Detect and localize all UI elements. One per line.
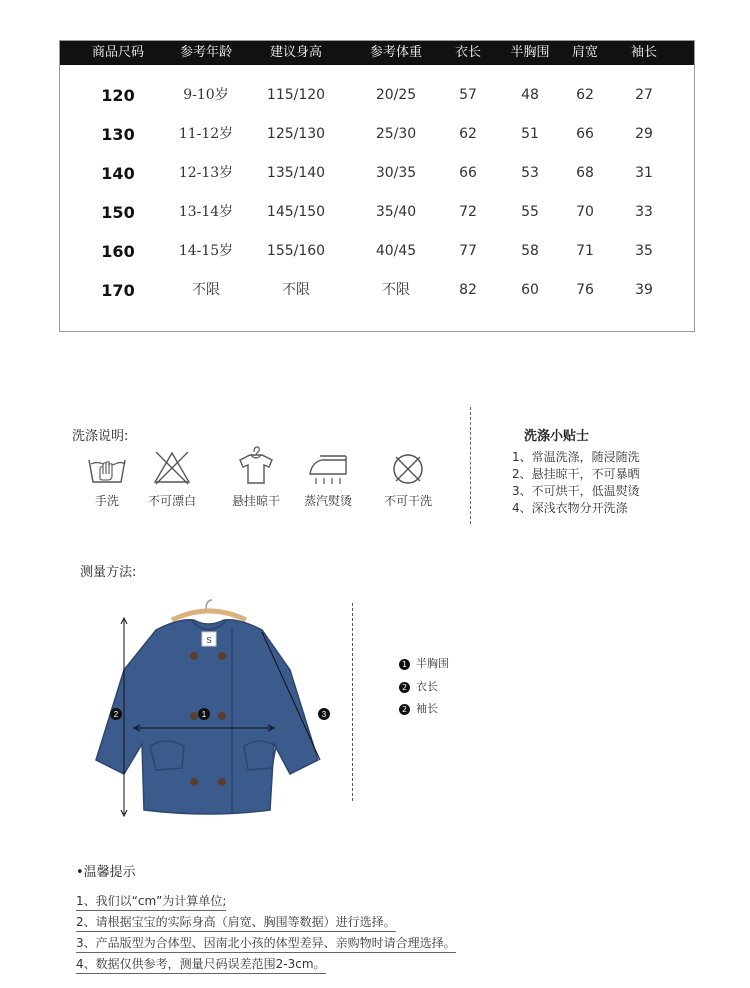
reminder-title: •温馨提示 <box>76 865 136 880</box>
size-table-cell: 135/140 <box>266 165 326 181</box>
size-table-cell: 14-15岁 <box>178 243 234 259</box>
size-table-cell: 62 <box>576 87 594 103</box>
reminder-note-3: 3、产品版型为合体型、因南北小孩的体型差异、亲购物时请合理选择。 <box>76 934 456 953</box>
legend-num-1: 1 <box>399 659 410 670</box>
wash-label-4: 蒸汽熨烫 <box>303 494 352 508</box>
marker-1: 1 <box>201 710 207 719</box>
wash-label-2: 不可漂白 <box>147 494 196 508</box>
size-table-cell: 120 <box>101 86 135 105</box>
size-table-cell: 25/30 <box>375 126 417 142</box>
size-table-cell: 140 <box>101 164 135 183</box>
size-table-cell: 71 <box>576 243 594 259</box>
legend-num-3: 2 <box>399 704 410 715</box>
reminder-note-1: 1、我们以“cm”为计算单位; <box>76 892 226 911</box>
reminder-note-2: 2、请根据宝宝的实际身高（肩宽、胸围等数据）进行选择。 <box>76 913 396 932</box>
legend-item-chest <box>399 655 449 671</box>
marker-2: 2 <box>113 710 119 719</box>
size-table-cell: 82 <box>459 282 477 298</box>
size-header-cell: 参考年龄 <box>179 45 232 60</box>
size-table-cell: 55 <box>521 204 539 220</box>
size-table-cell: 31 <box>635 165 653 181</box>
legend-label-1: 半胸围 <box>416 657 449 670</box>
size-table-cell: 160 <box>101 242 135 261</box>
size-header-cell: 参考体重 <box>369 45 422 60</box>
size-table-cell: 40/45 <box>375 243 417 259</box>
size-table-row <box>60 232 694 271</box>
size-table-cell: 不限 <box>282 282 310 298</box>
size-table-cell: 20/25 <box>375 87 417 103</box>
wash-label-5: 不可干洗 <box>383 494 432 508</box>
size-table-cell: 115/120 <box>266 87 326 103</box>
wash-tip-1: 1、常温洗涤，随浸随洗 <box>512 450 640 464</box>
size-tag-letter: S <box>206 636 212 645</box>
wash-label-1: 手洗 <box>94 494 119 508</box>
size-table-row <box>60 193 694 232</box>
size-table-row <box>60 115 694 154</box>
legend-num-2: 2 <box>399 682 410 693</box>
size-table-cell: 77 <box>459 243 477 259</box>
size-header-cell: 袖长 <box>630 45 657 60</box>
wash-tip-4: 4、深浅衣物分开洗涤 <box>512 501 628 515</box>
wash-tips-title: 洗涤小贴士 <box>524 429 590 444</box>
size-table-cell: 145/150 <box>266 204 326 220</box>
reminder-note-4: 4、数据仅供参考，测量尺码误差范围2-3cm。 <box>76 955 326 974</box>
measure-title: 测量方法: <box>80 565 137 580</box>
legend-item-length <box>399 678 438 694</box>
size-table-header <box>60 41 694 65</box>
no-bleach-icon <box>152 450 192 490</box>
no-dry-clean-icon <box>391 452 425 490</box>
wash-tip-3: 3、不可烘干，低温熨烫 <box>512 484 640 498</box>
size-table-cell: 51 <box>521 126 539 142</box>
wash-label-3: 悬挂晾干 <box>231 494 280 508</box>
size-table-cell: 不限 <box>382 282 410 298</box>
hand-wash-icon <box>86 452 128 490</box>
size-table-cell: 66 <box>459 165 477 181</box>
legend-label-3: 袖长 <box>416 702 438 715</box>
size-table-cell: 48 <box>521 87 539 103</box>
legend-item-sleeve <box>399 700 438 716</box>
size-header-cell: 半胸围 <box>510 45 550 60</box>
size-table-cell: 72 <box>459 204 477 220</box>
wash-title: 洗涤说明: <box>72 429 129 444</box>
size-chart-table <box>59 40 695 332</box>
size-table-cell: 70 <box>576 204 594 220</box>
size-table-cell: 76 <box>576 282 594 298</box>
marker-3: 3 <box>321 710 327 719</box>
size-header-cell: 肩宽 <box>571 45 598 60</box>
size-table-cell: 13-14岁 <box>178 204 234 220</box>
size-table-row <box>60 154 694 193</box>
size-table-cell: 66 <box>576 126 594 142</box>
size-table-cell: 60 <box>521 282 539 298</box>
size-header-cell: 衣长 <box>454 45 481 60</box>
size-table-row <box>60 76 694 115</box>
size-table-cell: 62 <box>459 126 477 142</box>
size-table-cell: 58 <box>521 243 539 259</box>
size-table-cell: 125/130 <box>266 126 326 142</box>
size-table-row <box>60 271 694 310</box>
size-table-cell: 27 <box>635 87 653 103</box>
size-table-cell: 130 <box>101 125 135 144</box>
size-table-cell: 35 <box>635 243 653 259</box>
hanger <box>172 611 246 620</box>
jacket-measure-illustration <box>84 596 334 826</box>
size-table-cell: 11-12岁 <box>178 126 234 142</box>
size-table-cell: 170 <box>101 281 135 300</box>
size-table-cell: 68 <box>576 165 594 181</box>
size-table-cell: 57 <box>459 87 477 103</box>
measure-divider <box>352 603 353 801</box>
size-table-cell: 150 <box>101 203 135 222</box>
size-header-cell: 商品尺码 <box>91 45 144 60</box>
size-table-cell: 39 <box>635 282 653 298</box>
steam-iron-icon <box>306 450 352 490</box>
size-table-cell: 53 <box>521 165 539 181</box>
size-header-cell: 建议身高 <box>269 45 322 60</box>
size-table-cell: 12-13岁 <box>178 165 234 181</box>
size-table-cell: 9-10岁 <box>183 87 229 103</box>
size-table-cell: 33 <box>635 204 653 220</box>
size-table-cell: 29 <box>635 126 653 142</box>
wash-tip-2: 2、悬挂晾干，不可暴晒 <box>512 467 640 481</box>
size-table-cell: 35/40 <box>375 204 417 220</box>
legend-label-2: 衣长 <box>416 680 438 693</box>
size-table-cell: 30/35 <box>375 165 417 181</box>
size-table-cell: 155/160 <box>266 243 326 259</box>
hang-dry-icon <box>234 444 278 490</box>
wash-divider <box>470 407 471 524</box>
size-table-cell: 不限 <box>192 282 220 298</box>
